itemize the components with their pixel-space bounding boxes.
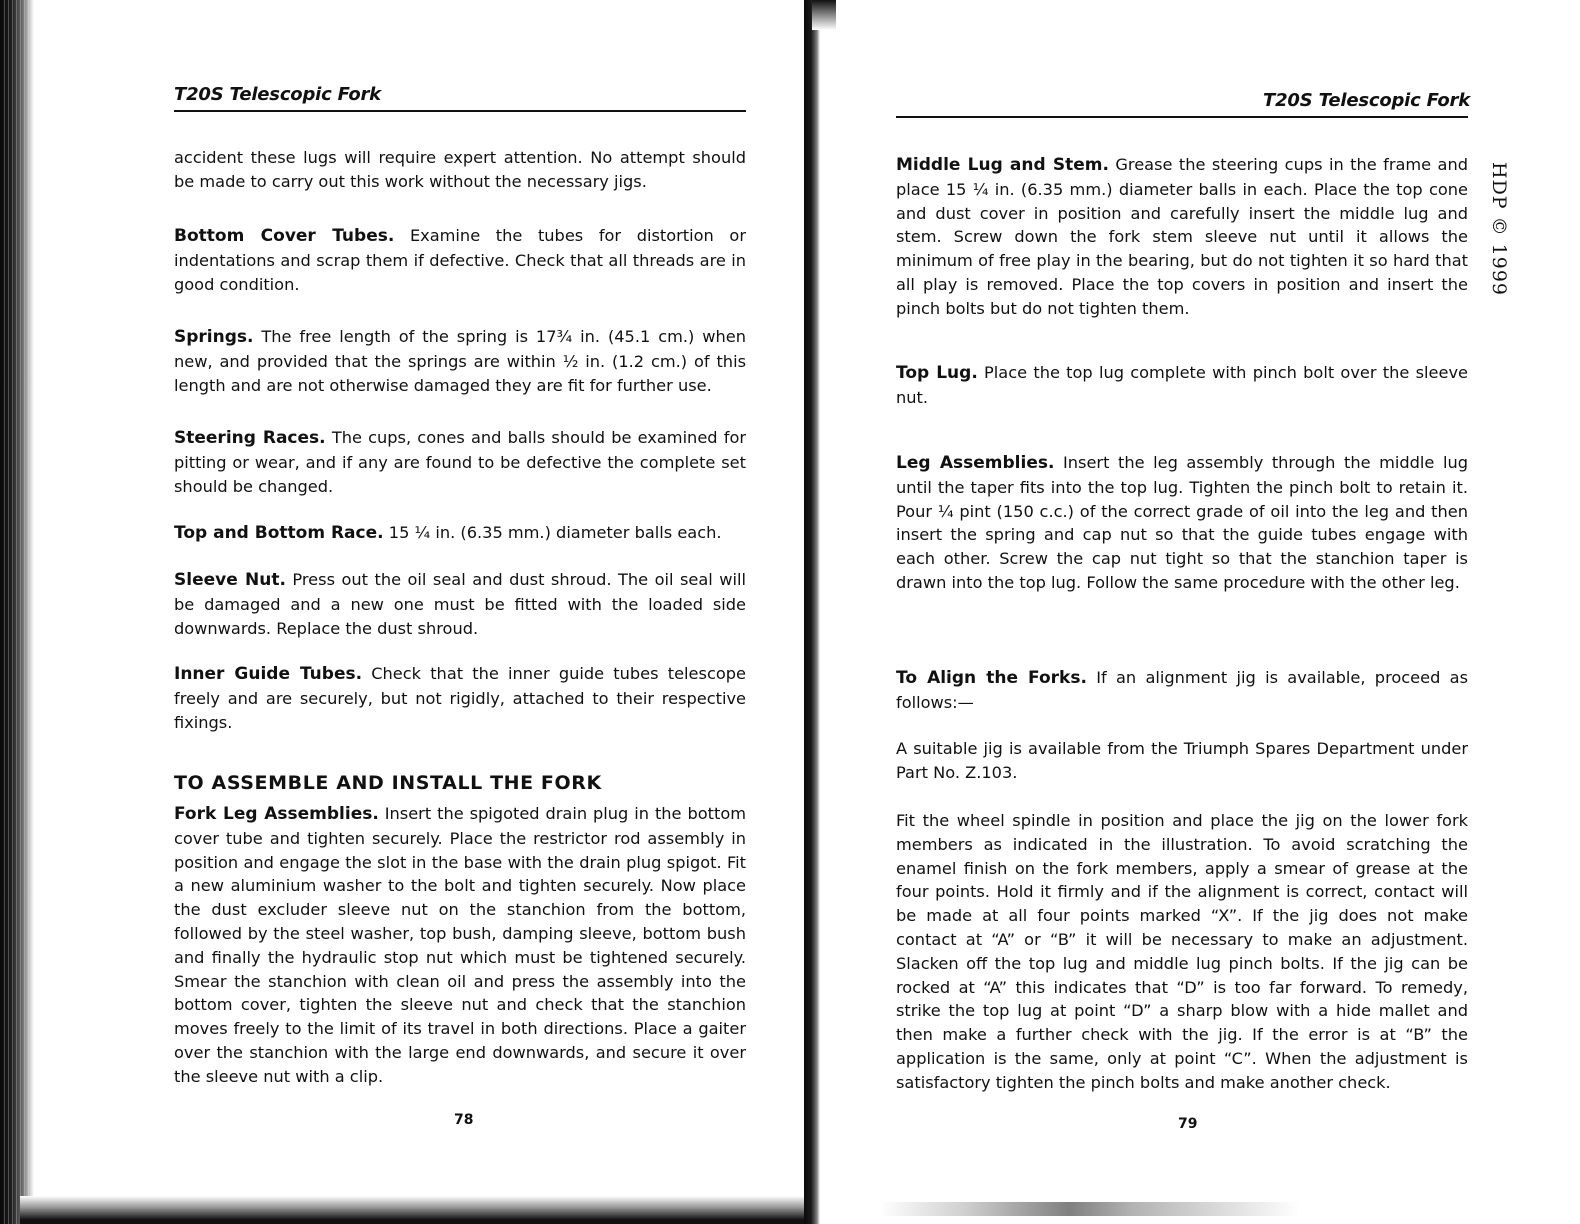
paragraph-text: Place the top lug complete with pinch bolt over the sleeve nut. <box>896 363 1468 407</box>
paragraph <box>174 325 746 397</box>
paragraph-heading: Sleeve Nut. <box>174 570 286 590</box>
paragraph-text: The cups, cones and balls should be examined for pitting or wear, and if any are found to be defective the complete set should be changed. <box>174 428 746 496</box>
paragraph-heading: Steering Races. <box>174 428 326 448</box>
paragraph-text: If an alignment jig is available, proceed as follows:— <box>896 668 1469 712</box>
header-rule <box>896 116 1468 118</box>
page-number: 78 <box>454 1112 474 1128</box>
paragraph <box>896 809 1468 1095</box>
bottom-scan-smudge <box>880 1202 1300 1216</box>
paragraph-text: Insert the leg assembly through the middle lug until the taper fits into the top lug. Tighten the pinch bolt to retain it. Pour ¼ pint (150 c.c.) of the correct grade of oil into the leg and then insert the spring and cap nut so that the guide tubes engage with each other. Screw the cap nut tight so that the stanchion taper is drawn into the top lug. Follow the same procedure with the other leg. <box>896 453 1468 592</box>
paragraph-text: Examine the tubes for distortion or indentations and scrap them if defective. Check that all threads are in good condition. <box>174 226 746 294</box>
paragraph <box>896 737 1468 785</box>
margin-copyright <box>1484 162 1510 297</box>
paragraph <box>174 146 746 194</box>
paragraph <box>896 153 1468 321</box>
paragraph-text: Insert the spigoted drain plug in the bottom cover tube and tighten securely. Place the restrictor rod assembly in position and engage the slot in the base with the drain plug spigot. Fit a new aluminium washer to the bolt and tighten securely. Now place the dust excluder sleeve nut on the stanchion from the bottom, followed by the steel washer, top bush, damping sleeve, bottom bush and finally the hydraulic stop nut which must be tightened securely. Smear the stanchion with clean oil and press the assembly into the bottom cover, tighten the sleeve nut and check that the stanchion moves freely to the limit of its travel in both directions. Place a gaiter over the stanchion with the large end downwards, and secure it over the sleeve nut with a clip. <box>174 804 746 1086</box>
paragraph <box>896 361 1468 410</box>
paragraph <box>896 666 1468 715</box>
paragraph-text: 15 ¼ in. (6.35 mm.) diameter balls each. <box>388 523 722 542</box>
section-title: TO ASSEMBLE AND INSTALL THE FORK <box>174 772 602 794</box>
paragraph <box>174 521 746 546</box>
page-number: 79 <box>1178 1116 1198 1132</box>
paragraph-text: accident these lugs will require expert attention. No attempt should be made to carry out this work without the necessary jigs. <box>174 148 746 191</box>
paragraph-text: Press out the oil seal and dust shroud. The oil seal will be damaged and a new one must be fitted with the loaded side downwards. Replace the dust shroud. <box>174 570 746 638</box>
running-head: T20S Telescopic Fork <box>1263 90 1470 111</box>
paragraph-heading: Leg Assemblies. <box>896 453 1055 473</box>
copyright-text: HDP © 1999 <box>1488 162 1510 297</box>
page-edge-lines <box>4 0 32 1224</box>
paragraph-text: Fit the wheel spindle in position and place the jig on the lower fork members as indicated in the illustration. To avoid scratching the enamel finish on the fork members, apply a smear of grease at the four points. Hold it firmly and if the alignment is correct, contact will be made at all four points marked “X”. If the jig does not make contact at “A” or “B” it will be necessary to make an adjustment. Slacken off the top lug and middle lug pinch bolts. If the jig can be rocked at “A” this indicates that “D” is too far forward. To remedy, strike the top lug at point “D” a sharp blow with a hide mallet and then make a further check with the jig. If the error is at “B” the application is the same, only at point “C”. When the adjustment is satisfactory tighten the pinch bolts and make another check. <box>896 811 1468 1092</box>
paragraph <box>174 224 746 296</box>
running-head: T20S Telescopic Fork <box>174 84 381 105</box>
paragraph-heading: Middle Lug and Stem. <box>896 155 1109 175</box>
paragraph-heading: To Align the Forks. <box>896 668 1087 688</box>
bottom-shadow <box>20 1196 820 1224</box>
paragraph-heading: Fork Leg Assemblies. <box>174 804 379 824</box>
paragraph-heading: Inner Guide Tubes. <box>174 664 363 684</box>
paragraph-text: A suitable jig is available from the Triumph Spares Department under Part No. Z.103. <box>896 739 1468 782</box>
paragraph-text: Grease the steering cups in the frame and place 15 ¼ in. (6.35 mm.) diameter balls in each. Place the top cone and dust cover in position and carefully insert the middle lug and stem. Screw down the fork stem sleeve nut until it allows the minimum of free play in the bearing, but do not tighten it so hard that all play is removed. Place the top covers in position and insert the pinch bolts but do not tighten them. <box>896 155 1468 318</box>
paragraph-text: Check that the inner guide tubes telescope freely and are securely, but not rigidly, attached to their respective fixings. <box>174 664 746 732</box>
paragraph <box>174 426 746 498</box>
paragraph <box>174 802 746 1089</box>
paragraph-heading: Bottom Cover Tubes. <box>174 226 395 246</box>
paragraph-heading: Top and Bottom Race. <box>174 523 384 543</box>
center-gutter <box>804 0 820 1224</box>
paragraph <box>896 451 1468 595</box>
gutter-top-shadow <box>812 0 836 30</box>
paragraph-text: The free length of the spring is 17¾ in. (45.1 cm.) when new, and provided that the springs are within ½ in. (1.2 cm.) of this length and are not otherwise damaged they are fit for further use. <box>174 327 746 395</box>
paragraph-heading: Top Lug. <box>896 363 978 383</box>
paragraph-heading: Springs. <box>174 327 254 347</box>
paragraph <box>174 662 746 734</box>
paragraph <box>174 568 746 640</box>
header-rule <box>174 110 746 112</box>
